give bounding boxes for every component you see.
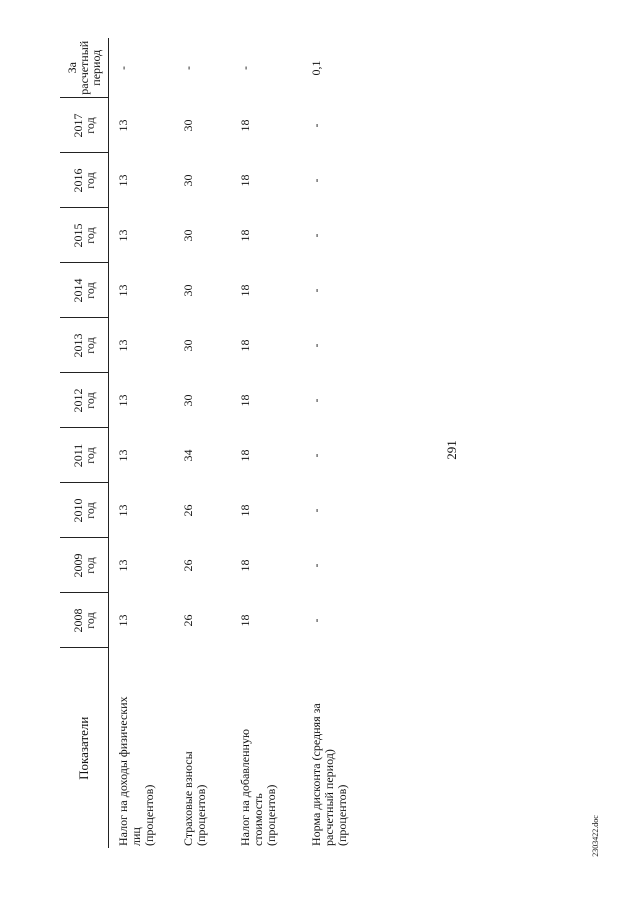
table-cell: 13 [116, 174, 130, 187]
table-cell: 13 [116, 504, 130, 517]
header-2014: 2014 год [60, 263, 109, 318]
table-cell: - [309, 453, 323, 458]
table-cell: 13 [116, 339, 130, 352]
tax-rates-table [60, 38, 385, 848]
table-cell: - [309, 618, 323, 623]
header-2012: 2012 год [60, 373, 109, 428]
header-total-period: За расчетный период [60, 38, 109, 98]
header-2010: 2010 год [60, 483, 109, 538]
table-cell: 13 [116, 449, 130, 462]
table-cell: - [181, 66, 195, 70]
table-cell: 18 [238, 119, 252, 132]
table-cell: 30 [181, 394, 195, 407]
table-cell: 13 [116, 284, 130, 297]
header-2017: 2017 год [60, 98, 109, 153]
rotated-table-container [60, 40, 373, 848]
table-row [174, 38, 231, 848]
table-cell: 30 [181, 339, 195, 352]
header-2008: 2008 год [60, 593, 109, 648]
table-cell: 30 [181, 284, 195, 297]
table-cell: 18 [238, 284, 252, 297]
table-cell: 18 [238, 504, 252, 517]
table-cell: - [309, 563, 323, 568]
table-cell: - [309, 398, 323, 403]
table-header-row [60, 38, 109, 848]
table-cell: - [309, 233, 323, 238]
table-cell: 18 [238, 614, 252, 627]
table-cell: - [116, 66, 130, 70]
table-cell: 30 [181, 229, 195, 242]
table-cell: 18 [238, 174, 252, 187]
table-rotator [60, 40, 373, 848]
header-2011: 2011 год [60, 428, 109, 483]
table-cell: - [309, 343, 323, 348]
table-cell: - [309, 508, 323, 513]
table-cell: 26 [181, 559, 195, 572]
row-label: Налог на доходы физических лиц (процентов) [116, 696, 156, 846]
table-cell: 18 [238, 449, 252, 462]
table-cell: - [309, 123, 323, 128]
header-2015: 2015 год [60, 208, 109, 263]
row-label: Страховые взносы (процентов) [181, 751, 208, 846]
table-cell: 13 [116, 559, 130, 572]
footer-filename: 2303422.doc [591, 815, 600, 857]
table-cell: - [309, 178, 323, 183]
table-cell: 13 [116, 229, 130, 242]
table-cell: 30 [181, 119, 195, 132]
table-cell: 0,1 [309, 60, 323, 76]
row-label: Налог на добавленную стоимость (процентов) [238, 729, 278, 846]
table-cell: 26 [181, 614, 195, 627]
header-2009: 2009 год [60, 538, 109, 593]
row-label: Норма дисконта (средняя за расчетный период) (процентов) [309, 703, 349, 846]
table-cell: 13 [116, 119, 130, 132]
table-cell: - [238, 66, 252, 70]
table-cell: - [309, 288, 323, 293]
table-cell: 13 [116, 394, 130, 407]
table-row [109, 38, 175, 848]
table-row [231, 38, 302, 848]
table-cell: 18 [238, 339, 252, 352]
table-cell: 18 [238, 394, 252, 407]
table-cell: 18 [238, 559, 252, 572]
page-number: 291 [444, 440, 459, 460]
table-row [302, 38, 385, 848]
header-indicators: Показатели [60, 648, 109, 848]
table-cell: 26 [181, 504, 195, 517]
table-cell: 18 [238, 229, 252, 242]
table-cell: 34 [181, 449, 195, 462]
table-cell: 13 [116, 614, 130, 627]
header-2016: 2016 год [60, 153, 109, 208]
table-cell: 30 [181, 174, 195, 187]
header-2013: 2013 год [60, 318, 109, 373]
